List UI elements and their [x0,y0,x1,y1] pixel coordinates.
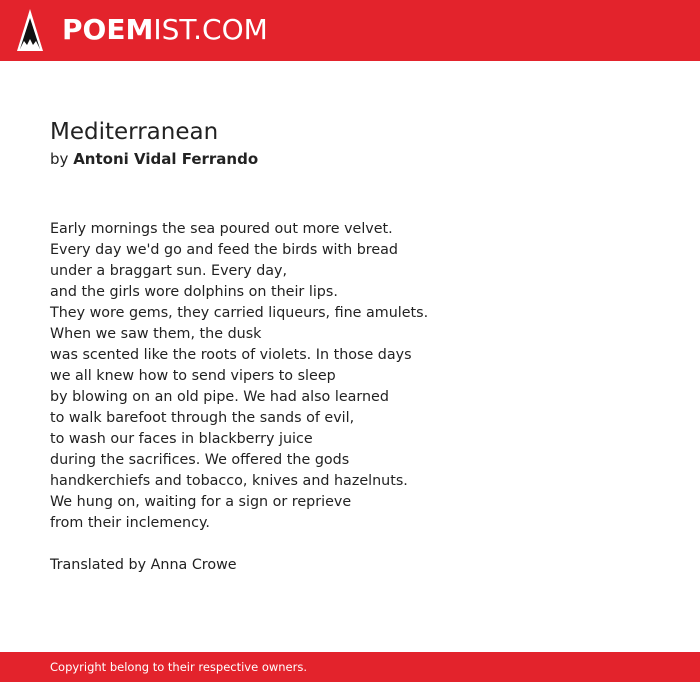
poem-line: They wore gems, they carried liqueurs, fine amulets. [50,305,429,321]
poem-line: by blowing on an old pipe. We had also learned [50,389,389,405]
poem-title: Mediterranean [50,119,219,145]
poem-line: we all knew how to send vipers to sleep [50,368,336,384]
poem-line: under a braggart sun. Every day, [50,263,288,279]
pencil-icon[interactable] [17,9,43,51]
site-logo[interactable] [62,13,268,47]
poem-line: We hung on, waiting for a sign or reprieve [50,494,352,510]
poem-body [50,219,428,534]
by-label: by [50,150,69,168]
copyright-notice: Copyright belong to their respective owners. [50,660,308,674]
translator-credit: Translated by Anna Crowe [50,557,237,573]
poem-line: and the girls wore dolphins on their lips. [50,284,338,300]
poem-line: during the sacrifices. We offered the gods [50,452,350,468]
poem-line: to wash our faces in blackberry juice [50,431,313,447]
site-header [0,0,700,61]
poem-line: was scented like the roots of violets. In those days [50,347,412,363]
poem-line: Every day we'd go and feed the birds with bread [50,242,399,258]
poem-line: handkerchiefs and tobacco, knives and hazelnuts. [50,473,408,489]
author-name: Antoni Vidal Ferrando [73,150,259,168]
poem-line: When we saw them, the dusk [50,326,262,342]
byline [50,149,258,169]
logo-light-text: IST.COM [153,13,268,46]
poem-line: from their inclemency. [50,515,210,531]
logo-bold-text: POEM [62,13,154,46]
poem-line: to walk barefoot through the sands of evil, [50,410,355,426]
poem-line: Early mornings the sea poured out more velvet. [50,221,393,237]
site-footer [0,652,700,682]
